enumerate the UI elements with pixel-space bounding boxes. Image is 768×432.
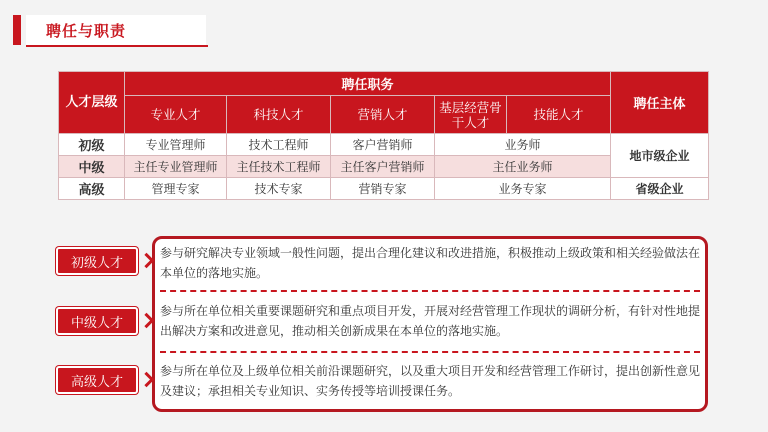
title-underline [26, 45, 208, 47]
table-cell: 技术专家 [227, 178, 331, 200]
subject-header: 聘任主体 [611, 72, 709, 134]
appointment-table [58, 71, 709, 200]
level-header: 人才层级 [59, 72, 125, 134]
table-row [59, 178, 709, 200]
level-cell: 高级 [59, 178, 125, 200]
senior-level-tag: 高级人才 [56, 366, 138, 394]
table-cell: 主任专业管理师 [125, 156, 227, 178]
subject-cell: 地市级企业 [611, 134, 709, 178]
table-cell: 专业管理师 [125, 134, 227, 156]
table-cell: 营销专家 [331, 178, 435, 200]
title-accent-bar [13, 15, 21, 45]
level-cell: 中级 [59, 156, 125, 178]
table-cell: 业务专家 [435, 178, 611, 200]
column-header: 专业人才 [125, 96, 227, 134]
subject-cell: 省级企业 [611, 178, 709, 200]
table-cell: 主任技术工程师 [227, 156, 331, 178]
page-title: 聘任与职责 [26, 15, 206, 45]
table-cell: 主任客户营销师 [331, 156, 435, 178]
table-cell: 客户营销师 [331, 134, 435, 156]
divider [160, 290, 700, 292]
senior-level-description: 参与所在单位及上级单位相关前沿课题研究，以及重大项目开发和经营管理工作研讨，提出创新性意见及建议；承担相关专业知识、实务传授等培训授课任务。 [160, 364, 701, 398]
column-header: 技能人才 [507, 96, 611, 134]
column-header: 科技人才 [227, 96, 331, 134]
table-cell: 主任业务师 [435, 156, 611, 178]
middle-level-tag: 中级人才 [56, 307, 138, 335]
junior-level-description: 参与研究解决专业领域一般性问题，提出合理化建议和改进措施，积极推动上级政策和相关经验做法在本单位的落地实施。 [160, 246, 701, 280]
junior-level-tag: 初级人才 [56, 247, 138, 275]
table-cell: 业务师 [435, 134, 611, 156]
level-cell: 初级 [59, 134, 125, 156]
middle-level-description: 参与所在单位相关重要课题研究和重点项目开发，开展对经营管理工作现状的调研分析，有针对性地提出解决方案和改进意见，推动相关创新成果在本单位的落地实施。 [160, 304, 701, 338]
table-cell: 管理专家 [125, 178, 227, 200]
column-header: 基层经营骨干人才 [435, 96, 507, 134]
column-header: 营销人才 [331, 96, 435, 134]
table-cell: 技术工程师 [227, 134, 331, 156]
table-row [59, 134, 709, 156]
positions-header: 聘任职务 [125, 72, 611, 96]
divider [160, 351, 700, 353]
